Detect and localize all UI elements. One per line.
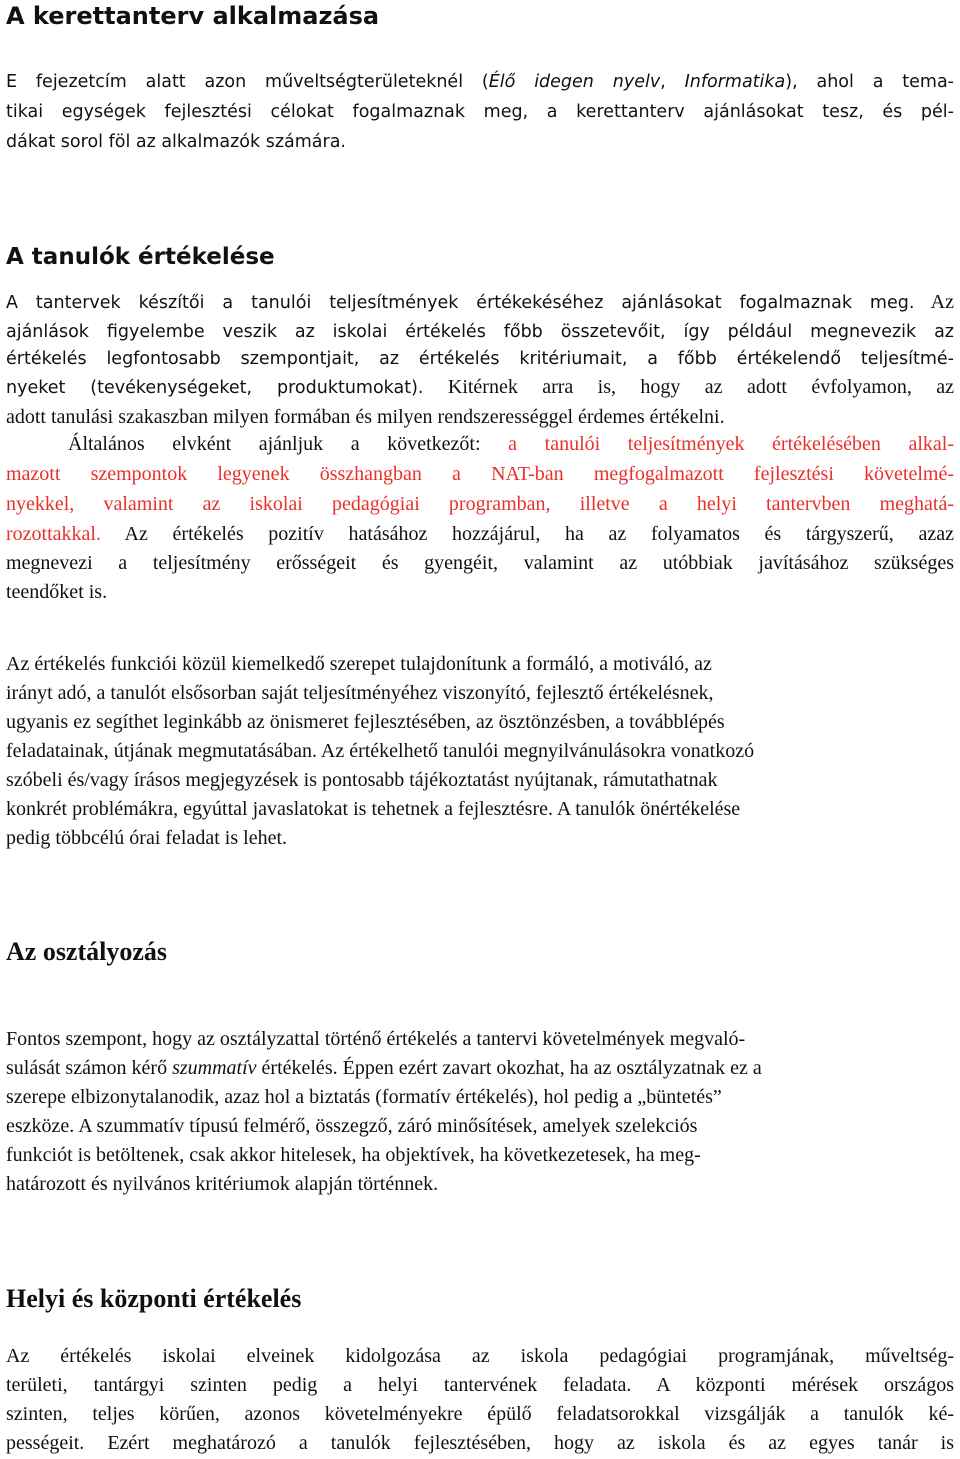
- paragraph-line: területi, tantárgyi szinten pedig a helyi tantervének feladata. A központi mérések országos: [6, 1374, 954, 1396]
- paragraph-line: ajánlások figyelembe veszik az iskolai értékelés főbb összetevőit, így például megnevezik az: [6, 322, 954, 342]
- paragraph-line: teendőket is.: [6, 581, 108, 603]
- paragraph-line: határozott és nyilvános kritériumok alapján történnek.: [6, 1173, 439, 1195]
- text-run: Kitérnek arra is, hogy az adott évfolyamon, az: [423, 376, 954, 398]
- text-run: Az: [914, 291, 954, 313]
- paragraph-line: eszköze. A szummatív típusú felmérő, összegző, záró minősítések, amelyek szelekciós: [6, 1115, 698, 1137]
- heading-kerettanterv: A kerettanterv alkalmazása: [6, 2, 380, 30]
- paragraph-line: szerepe elbizonytalanodik, azaz hol a biztatás (formatív értékelés), hol pedig a „büntetés”: [6, 1086, 722, 1108]
- paragraph-line: pességeit. Ezért meghatározó a tanulók fejlesztésében, hogy az iskola és az egyes tanár is: [6, 1432, 954, 1454]
- paragraph-line: funkciót is betöltenek, csak akkor hitelesek, ha objektívek, ha következetesek, ha meg-: [6, 1144, 701, 1166]
- text-run: sulását számon kérő: [6, 1057, 173, 1079]
- heading-ertekeles: A tanulók értékelése: [6, 244, 275, 270]
- text-run: A tantervek készítői a tanulói teljesítmények értékekéséhez ajánlásokat fogalmaznak meg.: [6, 293, 915, 313]
- paragraph-line: értékelés legfontosabb szempontjait, az értékelés kritériumait, a főbb értékelendő teljesítmé-: [6, 349, 954, 369]
- paragraph-line: irányt adó, a tanulót elsősorban saját teljesítményéhez viszonyító, fejlesztő értékelésnek,: [6, 682, 714, 704]
- paragraph-line: dákat sorol föl az alkalmazók számára.: [6, 132, 346, 152]
- paragraph-line: feladatainak, útjának megmutatásában. Az értékelhető tanulói megnyilvánulásokra vonatkozó: [6, 740, 755, 762]
- paragraph-line: nyekkel, valamint az iskolai pedagógiai programban, illetve a helyi tantervben meghatá-: [6, 493, 954, 515]
- paragraph-line: szinten, teljes körűen, azonos követelményekre épülő feladatsorokkal vizsgálják a tanulók ké-: [6, 1403, 954, 1425]
- paragraph-line: megnevezi a teljesítmény erősségeit és gyengéit, valamint az utóbbiak javításához szükséges: [6, 552, 954, 574]
- paragraph-line: [6, 519, 954, 549]
- text-run: nyeket (tevékenységeket, produktumokat).: [6, 378, 424, 398]
- paragraph-line: ugyanis ez segíthet leginkább az önismeret fejlesztésében, az ösztönzésben, a továbblépés: [6, 711, 725, 733]
- paragraph-line: szóbeli és/vagy írásos megjegyzések is pontosabb tájékoztatást nyújtanak, rámutathatnak: [6, 769, 718, 791]
- paragraph-line: [6, 372, 954, 402]
- heading-helyi: Helyi és központi értékelés: [6, 1284, 302, 1313]
- text-run-highlight: rozottakkal.: [6, 523, 101, 545]
- text-run: értékelés. Éppen ezért zavart okozhat, ha az osztályzatnak ez a: [256, 1057, 762, 1079]
- text-run-highlight: a tanulói teljesítmények értékelésében alkal-: [508, 433, 954, 455]
- text-run-italic: szummatív: [172, 1057, 257, 1079]
- text-run-italic: Élő idegen nyelv: [488, 72, 661, 92]
- text-run: Az értékelés pozitív hatásához hozzájárul, ha az folyamatos és tárgyszerű, azaz: [100, 523, 954, 545]
- paragraph-line: tikai egységek fejlesztési célokat fogalmaznak meg, a kerettanterv ajánlásokat tesz, és pél-: [6, 102, 954, 122]
- paragraph-line: Az értékelés funkciói közül kiemelkedő szerepet tulajdonítunk a formáló, a motiváló, az: [6, 653, 712, 675]
- text-run-italic: Informatika: [684, 72, 786, 92]
- paragraph-line: konkrét problémákra, egyúttal javaslatokat is tehetnek a fejlesztésre. A tanulók önértékelése: [6, 798, 741, 820]
- text-run: ), ahol a tema-: [785, 72, 954, 92]
- paragraph-line: mazott szempontok legyenek összhangban a NAT-ban megfogalmazott fejlesztési követelmé-: [6, 463, 954, 485]
- paragraph-line: pedig többcélú órai feladat is lehet.: [6, 827, 288, 849]
- text-run: E fejezetcím alatt azon műveltségterületeknél (: [6, 72, 489, 92]
- paragraph-line: [6, 287, 954, 317]
- heading-osztalyozas: Az osztályozás: [6, 937, 168, 966]
- paragraph-line: Fontos szempont, hogy az osztályzattal történő értékelés a tantervi követelmények megvaló-: [6, 1028, 746, 1050]
- paragraph-line: Az értékelés iskolai elveinek kidolgozása az iskola pedagógiai programjának, műveltség-: [6, 1345, 954, 1367]
- paragraph-line: [6, 67, 954, 97]
- text-run: ,: [660, 72, 685, 92]
- paragraph-line: adott tanulási szakaszban milyen formában és milyen rendszerességgel érdemes értékelni.: [6, 406, 725, 428]
- text-run: Általános elvként ajánljuk a következőt:: [68, 433, 509, 455]
- paragraph-line: [6, 1053, 954, 1083]
- paragraph-line: [6, 429, 954, 459]
